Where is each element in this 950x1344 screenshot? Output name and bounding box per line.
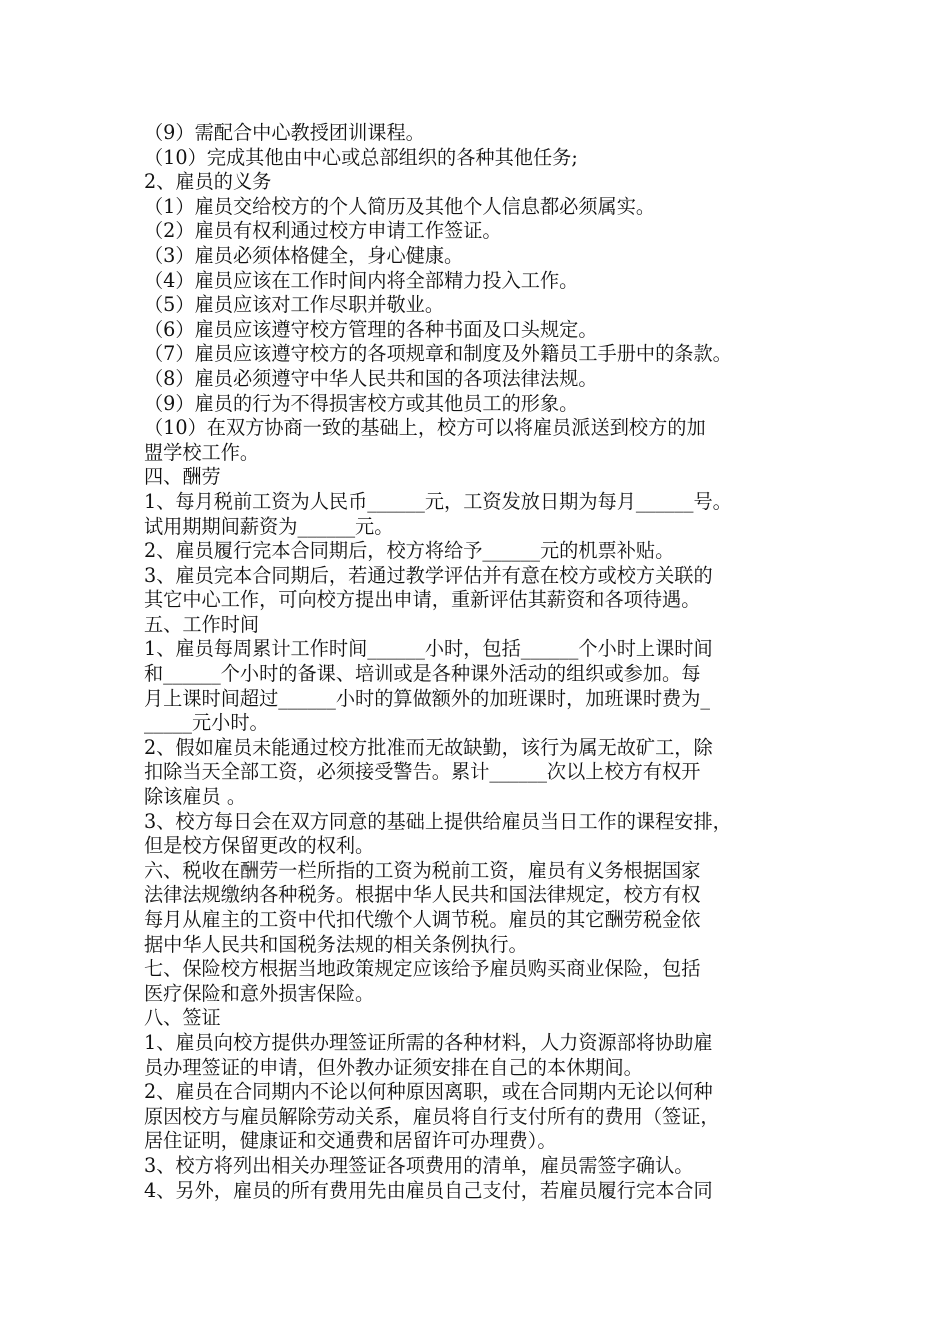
text-line: （3）雇员必须体格健全，身心健康。 [144,243,464,267]
text-line: （7）雇员应该遵守校方的各项规章和制度及外籍员工手册中的条款。 [144,342,732,366]
text-line: 3、校方每日会在双方同意的基础上提供给雇员当日工作的课程安排， [144,809,732,833]
text-line: 月上课时间超过______小时的算做额外的加班课时，加班课时费为_ [144,686,711,710]
text-line: （10）完成其他由中心或总部组织的各种其他任务; [144,145,578,169]
document-body [144,121,824,1203]
text-line: （4）雇员应该在工作时间内将全部精力投入工作。 [144,268,579,292]
text-line: 3、雇员完本合同期后，若通过教学评估并有意在校方或校方关联的 [144,563,713,587]
text-line: 原因校方与雇员解除劳动关系，雇员将自行支付所有的费用（签证， [144,1104,720,1128]
text-line: （9）雇员的行为不得损害校方或其他员工的形象。 [144,391,579,415]
text-line: （1）雇员交给校方的个人简历及其他个人信息都必须属实。 [144,194,656,218]
text-line: 试用期期间薪资为______元。 [144,514,394,538]
text-line: （8）雇员必须遵守中华人民共和国的各项法律法规。 [144,366,598,390]
text-line: 和______个小时的备课、培训或是各种课外活动的组织或参加。每 [144,662,701,686]
text-line: 2、雇员履行完本合同期后，校方将给予______元的机票补贴。 [144,539,675,563]
text-line: （10）在双方协商一致的基础上，校方可以将雇员派送到校方的加 [144,416,706,440]
section-heading: 七、保险校方根据当地政策规定应该给予雇员购买商业保险，包括 [144,957,701,981]
text-line: 1、雇员每周累计工作时间______小时，包括______个小时上课时间 [144,637,713,661]
text-line: _____元小时。 [144,711,269,735]
section-heading: 四、酬劳 [144,465,221,489]
text-line: （2）雇员有权利通过校方申请工作签证。 [144,219,502,243]
text-line: 扣除当天全部工资，必须接受警告。累计______次以上校方有权开 [144,760,701,784]
text-line: （6）雇员应该遵守校方管理的各种书面及口头规定。 [144,317,598,341]
text-line: 据中华人民共和国税务法规的相关条例执行。 [144,932,528,956]
section-heading: 八、签证 [144,1006,221,1030]
text-line: 员办理签证的申请，但外教办证须安排在自己的本休期间。 [144,1055,643,1079]
text-line: 3、校方将列出相关办理签证各项费用的清单，雇员需签字确认。 [144,1153,694,1177]
text-line: 医疗保险和意外损害保险。 [144,981,375,1005]
text-line: 但是校方保留更改的权利。 [144,834,375,858]
text-line: 其它中心工作，可向校方提出申请，重新评估其薪资和各项待遇。 [144,588,701,612]
text-line: （5）雇员应该对工作尽职并敬业。 [144,293,445,317]
text-line: 4、另外，雇员的所有费用先由雇员自己支付，若雇员履行完本合同 [144,1178,713,1202]
text-line: 2、雇员在合同期内不论以何种原因离职，或在合同期内无论以何种 [144,1080,713,1104]
text-line: 法律法规缴纳各种税务。根据中华人民共和国法律规定，校方有权 [144,883,701,907]
text-line: 2、假如雇员未能通过校方批准而无故缺勤，该行为属无故矿工，除 [144,735,713,759]
section-heading: 2、雇员的义务 [144,170,272,194]
text-line: （9）需配合中心教授团训课程。 [144,121,425,144]
text-line: 除该雇员 。 [144,785,247,809]
text-line: 每月从雇主的工资中代扣代缴个人调节税。雇员的其它酬劳税金依 [144,908,701,931]
text-line: 盟学校工作。 [144,440,260,464]
section-heading: 六、税收在酬劳一栏所指的工资为税前工资，雇员有义务根据国家 [144,858,701,882]
text-line: 1、雇员向校方提供办理签证所需的各种材料，人力资源部将协助雇 [144,1030,713,1054]
text-line: 居住证明，健康证和交通费和居留许可办理费）。 [144,1129,557,1153]
section-heading: 五、工作时间 [144,612,260,636]
text-line: 1、每月税前工资为人民币______元，工资发放日期为每月______号。 [144,489,732,513]
